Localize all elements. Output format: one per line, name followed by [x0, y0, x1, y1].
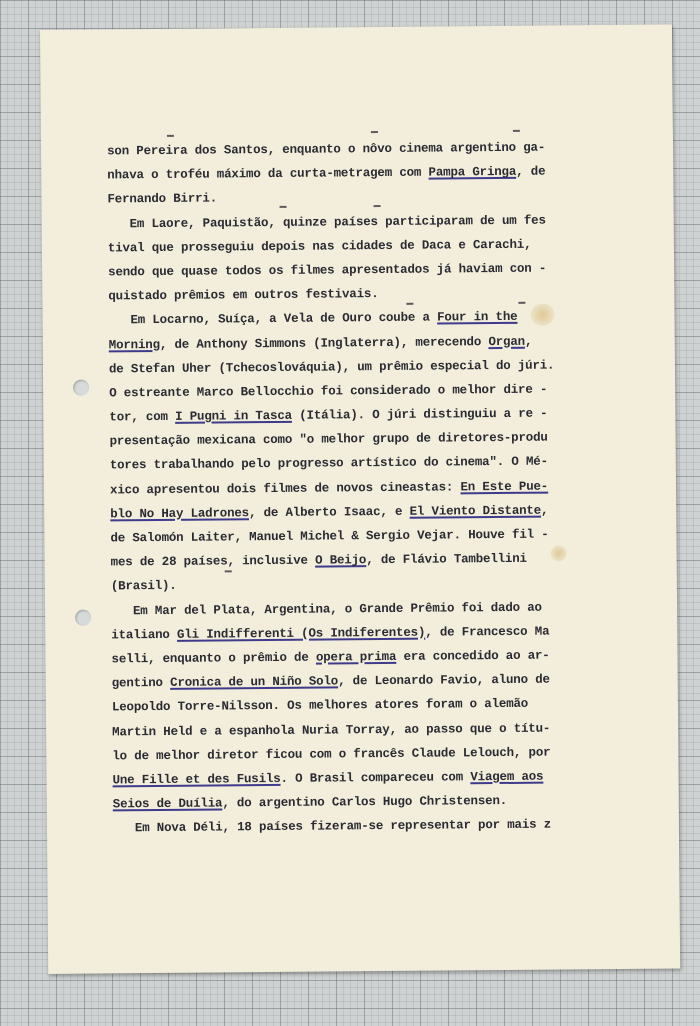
- text-run: sendo que quase todos os filmes apresentados já haviam con -: [108, 261, 547, 280]
- text-run: de Stefan Uher (Tchecoslováquia), um prêmio especial do júri.: [108, 358, 555, 377]
- text-run: , do argentino Carlos Hugo Christensen.: [222, 794, 508, 811]
- underlined-title: Viagem aos: [470, 769, 544, 785]
- text-run: Martin Held e a espanhola Nuria Torray, ao passo que o títu-: [112, 721, 551, 739]
- text-run: era concedido ao ar-: [396, 648, 550, 664]
- text-run: tores trabalhando pelo progresso artístico do cinema". O Mé-: [109, 455, 548, 473]
- underlined-title: Une Fille et des Fusils: [112, 771, 281, 788]
- text-run: ,: [540, 503, 549, 518]
- underlined-title: Pampa Gringa: [428, 165, 517, 180]
- text-run: (Brasil).: [110, 579, 177, 594]
- punch-hole-top: [73, 380, 89, 396]
- text-run: Em Nova Déli, 18 países fizeram-se representar por mais z: [112, 817, 552, 836]
- punch-hole-bottom: [75, 610, 91, 626]
- underlined-title: Organ: [488, 334, 525, 349]
- margin-mark: [371, 131, 378, 133]
- text-run: O estreante Marco Bellocchio foi considerado o melhor dire -: [109, 382, 548, 401]
- text-run: nhava o troféu máximo da curta-metragem com: [107, 165, 429, 183]
- typewritten-page: [40, 24, 680, 973]
- text-run: quistado prêmios em outros festivais.: [108, 287, 379, 304]
- margin-mark: [513, 130, 520, 132]
- text-run: . O Brasil compareceu com: [280, 770, 471, 786]
- document-body: [107, 135, 633, 841]
- underlined-title: Cronica de un Niño Solo: [170, 674, 339, 691]
- text-run: lo de melhor diretor ficou com o francês Claude Lelouch, por: [112, 745, 551, 764]
- text-line: [113, 812, 633, 841]
- text-run: (Itália). O júri distinguiu a re -: [291, 406, 548, 423]
- text-run: Fernando Birri.: [107, 191, 218, 207]
- text-run: tor, com: [109, 409, 176, 425]
- text-run: mes de 28 países, inclusive: [110, 553, 316, 570]
- underlined-title: Morning: [108, 337, 160, 352]
- text-run: tival que prosseguiu depois nas cidades de Daca e Carachi,: [107, 237, 532, 256]
- text-run: de Salomón Laiter, Manuel Michel & Sergio Vejar. Houve fil -: [110, 527, 549, 546]
- underlined-title: Seios de Duília: [112, 796, 223, 812]
- underlined-title: O Beijo: [315, 553, 367, 568]
- text-run: ,: [524, 334, 533, 349]
- text-run: presentação mexicana como "o melhor grupo de diretores-produ: [109, 430, 548, 449]
- text-run: italiano: [111, 627, 178, 643]
- text-run: , de Anthony Simmons (Inglaterra), merecendo: [159, 334, 489, 352]
- text-run: Em Mar del Plata, Argentina, o Grande Prêmio foi dado ao: [111, 600, 542, 618]
- text-run: Leopoldo Torre-Nilsson. Os melhores atores foram o alemão: [111, 697, 529, 715]
- text-run: Em Locarno, Suíça, a Vela de Ouro coube a: [108, 310, 438, 328]
- text-run: , de Francesco Ma: [425, 624, 550, 640]
- text-run: Em Laore, Paquistão, quinze países participaram de um fes: [107, 213, 546, 231]
- underlined-title: En Este Pue-: [460, 479, 549, 494]
- underlined-title: El Viento Distante: [409, 503, 542, 519]
- text-run: xico apresentou dois filmes de novos cineastas:: [109, 479, 461, 498]
- text-run: gentino: [111, 676, 171, 691]
- text-line: [109, 353, 629, 382]
- underlined-title: Four in the: [437, 310, 518, 325]
- text-run: selli, enquanto o prêmio de: [111, 650, 316, 667]
- text-run: , de: [516, 164, 546, 180]
- text-run: , de Leonardo Favio, aluno de: [337, 672, 550, 689]
- text-run: , de Flávio Tambellini: [366, 551, 527, 568]
- text-run: , de Alberto Isaac, e: [248, 504, 410, 521]
- underlined-title: I Pugni in Tasca: [175, 408, 292, 424]
- underlined-title: blo No Hay Ladrones: [110, 506, 250, 522]
- underlined-title: opera prima: [315, 649, 397, 665]
- text-run: son Pereira dos Santos, enquanto o nôvo cinema argentino ga-: [107, 140, 546, 159]
- underlined-title: Gli Indifferenti (Os Indiferentes): [176, 625, 426, 642]
- margin-mark: [167, 135, 174, 137]
